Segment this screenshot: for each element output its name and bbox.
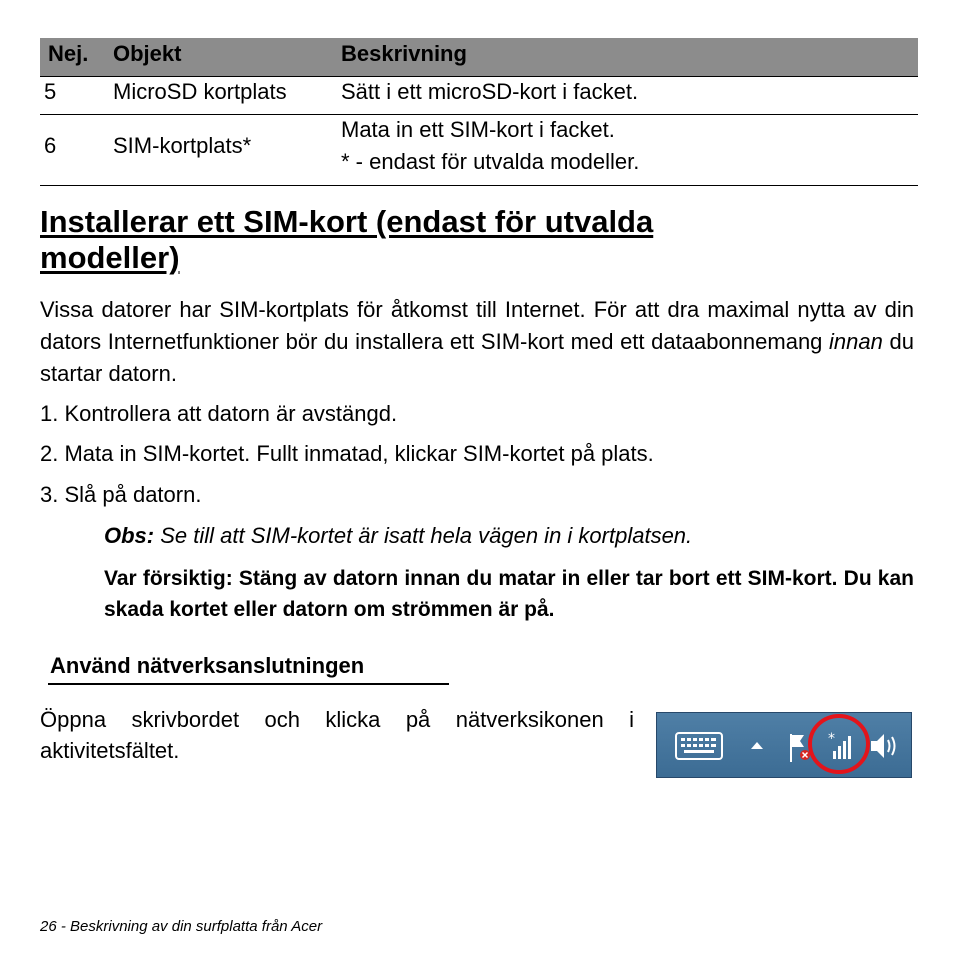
- subsection-title: Använd nätverksanslutningen: [50, 653, 365, 678]
- intro-paragraph: [40, 294, 914, 390]
- taskbar-screenshot: [656, 712, 912, 778]
- step-1: 1. Kontrollera att datorn är avstängd.: [40, 401, 398, 426]
- row-6-description-line1: Mata in ett SIM-kort i facket.: [341, 117, 615, 142]
- row-5-item: MicroSD kortplats: [113, 79, 287, 104]
- note-text: Se till att SIM-kortet är isatt hela vägen in i kortplatsen.: [154, 523, 693, 548]
- table-bottom-border: [40, 185, 918, 186]
- step-2: 2. Mata in SIM-kortet. Fullt inmatad, klickar SIM-kortet på plats.: [40, 441, 654, 466]
- note-label: Obs:: [104, 523, 155, 548]
- subsection-paragraph: Öppna skrivbordet och klicka på nätverksikonen i aktivitetsfältet.: [40, 707, 634, 763]
- header-beskrivning: Beskrivning: [341, 41, 467, 66]
- keyboard-icon[interactable]: [676, 733, 722, 759]
- row-5-description: Sätt i ett microSD-kort i facket.: [341, 79, 639, 104]
- svg-text:*: *: [828, 731, 835, 747]
- page-footer: 26 - Beskrivning av din surfplatta från Acer: [40, 918, 323, 935]
- highlight-circle: [810, 716, 868, 772]
- row-6-number: 6: [44, 133, 57, 158]
- header-objekt: Objekt: [113, 41, 182, 66]
- header-nej: Nej.: [48, 41, 89, 66]
- section-title-line1: Installerar ett SIM-kort (endast för utvalda: [40, 204, 654, 239]
- intro-text-end: du startar datorn.: [40, 329, 914, 386]
- row-6-item: SIM-kortplats*: [113, 133, 252, 158]
- action-center-flag-icon[interactable]: [790, 734, 810, 762]
- section-title-line2: modeller): [40, 240, 180, 275]
- section-title: [40, 204, 780, 276]
- warning: Var försiktig: Stäng av datorn innan du matar in eller tar bort ett SIM-kort. Du kan skada kortet eller datorn om strömmen är på.: [104, 567, 914, 621]
- network-signal-icon[interactable]: [828, 731, 851, 759]
- note: [104, 522, 692, 550]
- step-3: 3. Slå på datorn.: [40, 482, 202, 507]
- subsection-title-underline: [48, 683, 449, 685]
- speaker-icon[interactable]: [871, 734, 895, 758]
- intro-emphasis: innan: [829, 329, 883, 354]
- row-5-number: 5: [44, 79, 57, 104]
- row-divider: [40, 114, 918, 115]
- row-6-description-line2: * - endast för utvalda modeller.: [341, 149, 640, 174]
- intro-text: Vissa datorer har SIM-kortplats för åtkomst till Internet. För att dra maximal nytta av din dators Internetfunktioner bör du installera ett SIM-kort med ett dataabonnemang: [40, 297, 914, 354]
- show-hidden-icons-icon[interactable]: [751, 742, 763, 749]
